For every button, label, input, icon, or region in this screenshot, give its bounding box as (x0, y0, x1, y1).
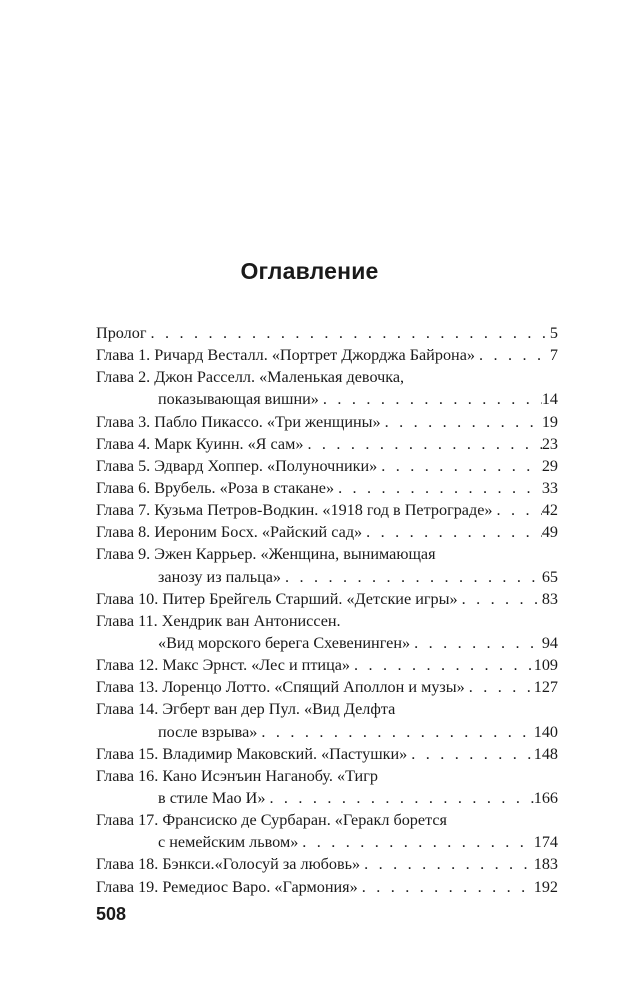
dot-leader (265, 787, 533, 809)
toc-entry-line (96, 366, 558, 388)
toc-entry (96, 322, 558, 344)
toc-entry-title: Глава 6. Врубель. «Роза в стакане» (96, 478, 335, 497)
toc-page-number: 65 (541, 567, 558, 586)
toc-entry-title: Глава 12. Макс Эрнст. «Лес и птица» (96, 656, 351, 675)
toc-entry (96, 698, 558, 742)
toc-page-number: 166 (533, 788, 558, 807)
toc-entry-line (96, 698, 558, 720)
toc-entry-line (96, 411, 558, 433)
toc-page-number: 29 (541, 456, 558, 475)
toc-entry-title: «Вид морского берега Схевенинген» (158, 633, 411, 652)
toc-entry-title: с немейским львом» (158, 833, 299, 852)
toc-page-number: 174 (533, 833, 558, 852)
dot-leader (381, 411, 542, 433)
dot-leader (350, 654, 534, 676)
toc-page-number: 5 (549, 324, 558, 342)
toc-entry-title: занозу из пальца» (158, 567, 282, 586)
toc-entry (96, 676, 558, 698)
dot-leader (298, 831, 533, 853)
toc-entry (96, 499, 558, 521)
toc-entry-title: показывающая вишни» (158, 390, 319, 409)
toc-entry (96, 455, 558, 477)
toc-entry-title: Глава 10. Питер Брейгель Старший. «Детские игры» (96, 589, 458, 608)
toc-entry-line (96, 765, 558, 787)
toc-entry-continuation-line (96, 787, 558, 809)
toc-entry-line (96, 477, 558, 499)
toc-page-number: 94 (541, 633, 558, 652)
toc-entry (96, 654, 558, 676)
toc-entry-title: Глава 3. Пабло Пикассо. «Три женщины» (96, 412, 381, 431)
toc-entry (96, 366, 558, 410)
toc-entry-line (96, 543, 558, 565)
toc-entry-title: Глава 15. Владимир Маковский. «Пастушки» (96, 744, 408, 763)
dot-leader (475, 344, 550, 366)
toc-entry (96, 433, 558, 455)
toc-page-number: 127 (533, 678, 558, 697)
toc-entry-title: Пролог (96, 324, 147, 342)
dot-leader (281, 566, 542, 588)
toc-entry-line (96, 521, 558, 543)
toc-entry-title: Глава 11. Хендрик ван Антониссен. (96, 611, 341, 630)
toc-entry (96, 521, 558, 543)
toc-entry-line (96, 433, 558, 455)
toc-entry-title: Глава 2. Джон Расселл. «Маленькая девочка, (96, 368, 405, 387)
toc-entry-line (96, 322, 558, 344)
dot-leader (303, 433, 541, 455)
table-of-contents (96, 322, 558, 898)
toc-entry (96, 809, 558, 853)
toc-page-number: 7 (549, 346, 558, 365)
dot-leader (358, 876, 534, 898)
dot-leader (360, 853, 534, 875)
toc-page-number: 49 (541, 523, 558, 542)
dot-leader (257, 721, 533, 743)
toc-entry-line (96, 610, 558, 632)
dot-leader (407, 743, 533, 765)
dot-leader (493, 499, 542, 521)
toc-entry-line (96, 676, 558, 698)
toc-entry-title: Глава 8. Иероним Босх. «Райский сад» (96, 523, 363, 542)
toc-entry-line (96, 876, 558, 898)
dot-leader (362, 521, 542, 543)
dot-leader (334, 477, 542, 499)
toc-page-number: 192 (533, 877, 558, 896)
toc-entry-title: Глава 14. Эгберт ван дер Пул. «Вид Делфта (96, 700, 396, 719)
toc-entry (96, 477, 558, 499)
toc-entry-continuation-line (96, 721, 558, 743)
toc-page-number: 148 (533, 744, 558, 763)
toc-entry (96, 765, 558, 809)
toc-page-number: 140 (533, 722, 558, 741)
toc-entry (96, 610, 558, 654)
toc-page-number: 109 (533, 656, 558, 675)
toc-entry-line (96, 809, 558, 831)
toc-entry (96, 543, 558, 587)
dot-leader (410, 632, 542, 654)
toc-entry (96, 411, 558, 433)
toc-entry-title: Глава 19. Ремедиос Варо. «Гармония» (96, 877, 358, 896)
dot-leader (377, 455, 542, 477)
toc-page-number: 42 (541, 501, 558, 520)
toc-entry-title: Глава 13. Лоренцо Лотто. «Спящий Аполлон и музы» (96, 678, 465, 697)
page-title: Оглавление (240, 258, 379, 284)
page-number: 508 (96, 904, 127, 924)
toc-entry-title: Глава 18. Бэнкси.«Голосуй за любовь» (96, 855, 361, 874)
toc-entry-line (96, 499, 558, 521)
toc-entry (96, 743, 558, 765)
toc-entry-title: Глава 16. Кано Исэнъин Наганобу. «Тигр (96, 766, 378, 785)
toc-entry-continuation-line (96, 388, 558, 410)
dot-leader (465, 676, 534, 698)
toc-entry-title: в стиле Мао И» (158, 788, 266, 807)
dot-leader (458, 588, 542, 610)
toc-entry-title: Глава 5. Эдвард Хоппер. «Полуночники» (96, 456, 378, 475)
toc-page-number: 14 (541, 390, 558, 409)
toc-entry-title: Глава 17. Франсиско де Сурбаран. «Геракл борется (96, 811, 447, 830)
dot-leader (146, 322, 549, 344)
toc-entry-continuation-line (96, 831, 558, 853)
dot-leader (319, 388, 542, 410)
toc-entry-line (96, 588, 558, 610)
toc-entry-continuation-line (96, 566, 558, 588)
toc-entry-line (96, 455, 558, 477)
toc-page-number: 23 (541, 434, 558, 453)
toc-entry-title: после взрыва» (158, 722, 258, 741)
toc-entry-title: Глава 1. Ричард Весталл. «Портрет Джорджа Байрона» (96, 346, 475, 365)
toc-entry-title: Глава 4. Марк Куинн. «Я сам» (96, 434, 304, 453)
toc-entry (96, 344, 558, 366)
toc-page-number: 19 (541, 412, 558, 431)
toc-page-number: 83 (541, 589, 558, 608)
toc-entry-line (96, 654, 558, 676)
toc-entry-title: Глава 7. Кузьма Петров-Водкин. «1918 год в Петрограде» (96, 501, 493, 520)
toc-entry-continuation-line (96, 632, 558, 654)
toc-page-number: 183 (533, 855, 558, 874)
toc-page-number: 33 (541, 478, 558, 497)
toc-entry (96, 876, 558, 898)
toc-entry (96, 588, 558, 610)
toc-entry (96, 853, 558, 875)
toc-entry-line (96, 344, 558, 366)
toc-entry-title: Глава 9. Эжен Каррьер. «Женщина, вынимающая (96, 545, 436, 564)
toc-entry-line (96, 853, 558, 875)
toc-entry-line (96, 743, 558, 765)
